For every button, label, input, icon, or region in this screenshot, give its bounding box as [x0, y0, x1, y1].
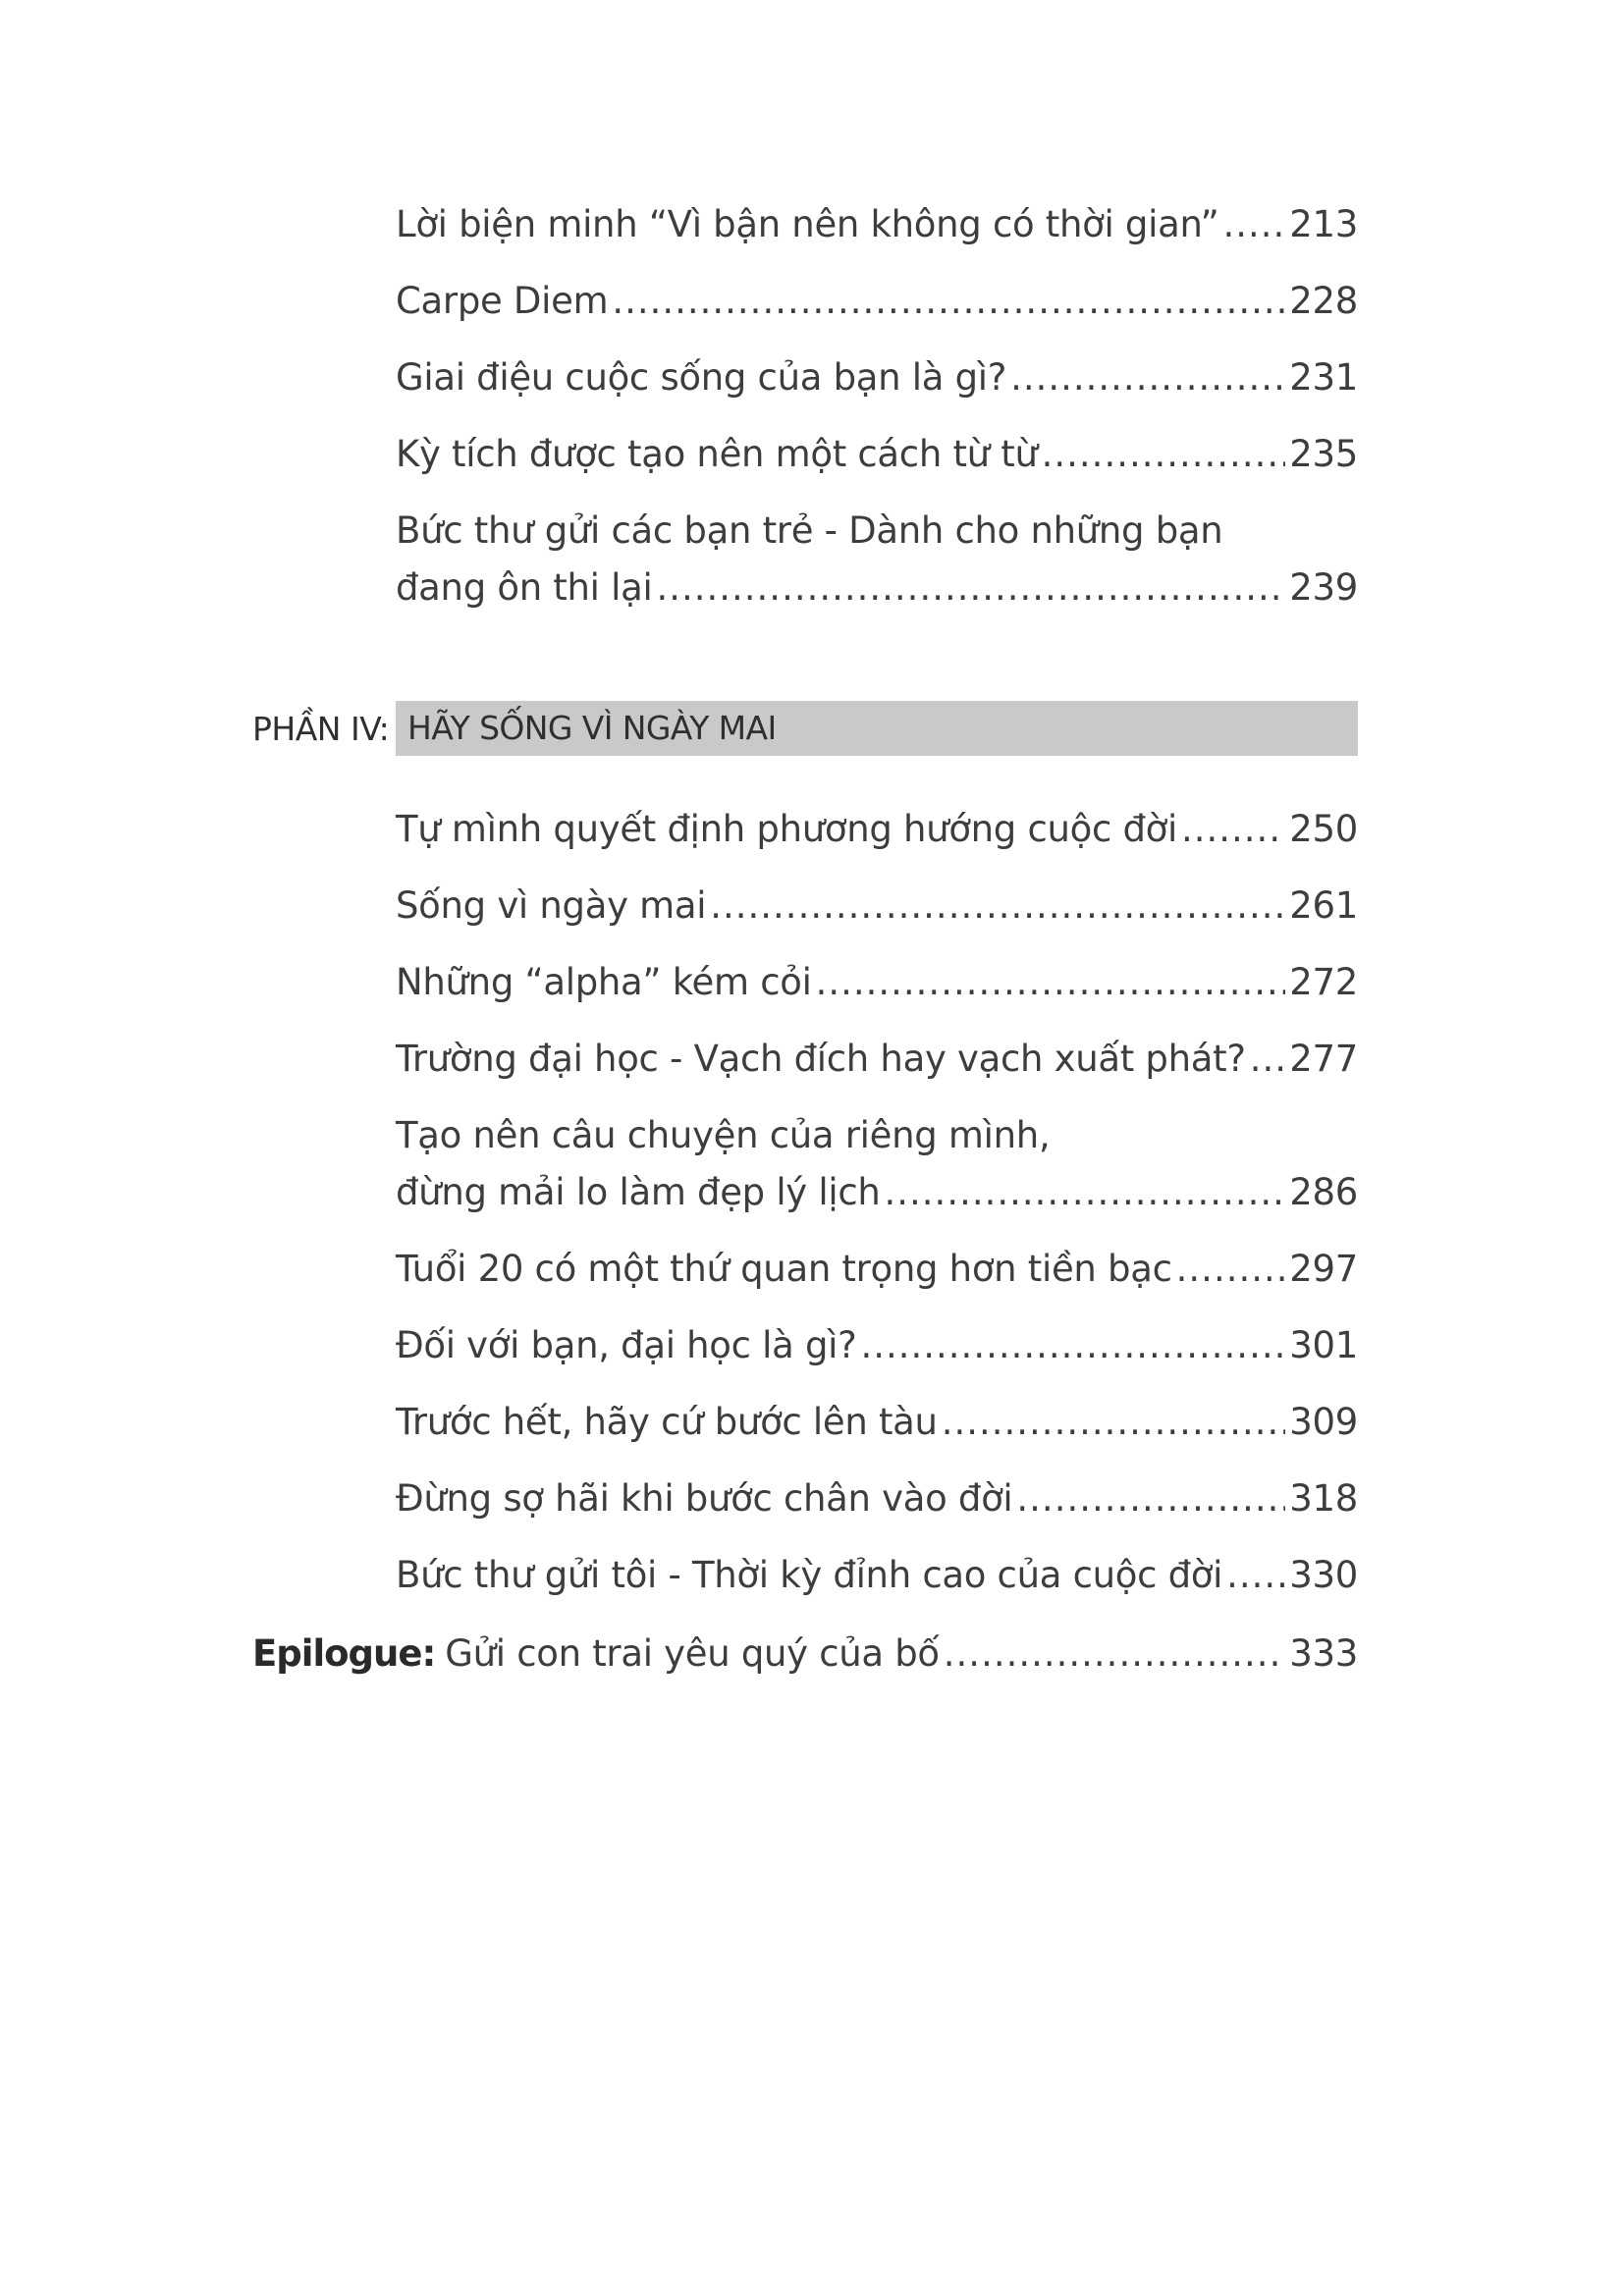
toc-entry-line: [396, 954, 1358, 1011]
toc-entry-title: Bức thư gửi các bạn trẻ - Dành cho những bạn: [396, 509, 1223, 552]
toc-entry-page: 231: [1289, 356, 1358, 399]
dot-leader: [942, 1394, 1286, 1451]
dot-leader: [710, 878, 1285, 934]
toc-entry[interactable]: [396, 349, 1358, 406]
toc-entry-page: 277: [1289, 1038, 1358, 1080]
toc-entry-title: Sống vì ngày mai: [396, 884, 707, 927]
toc-entry-title: Trường đại học - Vạch đích hay vạch xuất phát?: [396, 1038, 1246, 1080]
toc-entry-title: Những “alpha” kém cỏi: [396, 961, 812, 1003]
toc-entry-title: Carpe Diem: [396, 280, 609, 322]
toc-entry-line: [396, 1241, 1358, 1298]
dot-leader: [885, 1164, 1286, 1221]
toc-entry-line: [396, 426, 1358, 483]
toc-entry-line: [396, 273, 1358, 330]
dot-leader: [816, 954, 1286, 1011]
dot-leader: [1016, 1470, 1285, 1527]
toc-entry-line: [396, 878, 1358, 934]
toc-entry-page: 318: [1289, 1477, 1358, 1520]
toc-entry-page: 261: [1289, 884, 1358, 927]
toc-group-part-iii-tail: [396, 196, 1358, 616]
toc-entry-title: Tạo nên câu chuyện của riêng mình,: [396, 1114, 1051, 1156]
dot-leader: [1222, 196, 1285, 253]
toc-entry[interactable]: [396, 801, 1358, 858]
dot-leader: [1181, 801, 1285, 858]
toc-entry-line: [396, 1164, 1358, 1221]
dot-leader: [1226, 1547, 1285, 1604]
toc-entry-page: 309: [1289, 1401, 1358, 1443]
toc-entry-line: [252, 1626, 1358, 1682]
toc-group-part-iv: [396, 801, 1358, 1604]
toc-entry-page: 301: [1289, 1324, 1358, 1366]
toc-entry-title: đang ôn thi lại: [396, 566, 653, 609]
toc-entry[interactable]: [396, 273, 1358, 330]
toc-entry-title: Lời biện minh “Vì bận nên không có thời gian”: [396, 203, 1219, 245]
epilogue-label: Epilogue:: [252, 1632, 436, 1675]
toc-entry[interactable]: [396, 1394, 1358, 1451]
toc-entry[interactable]: [396, 1317, 1358, 1374]
dot-leader: [1250, 1031, 1286, 1088]
dot-leader: [1042, 426, 1286, 483]
toc-entry-page: 286: [1289, 1171, 1358, 1213]
toc-entry-title: Tuổi 20 có một thứ quan trọng hơn tiền bạc: [396, 1248, 1172, 1290]
toc-entry-line: [396, 1547, 1358, 1604]
toc-entry[interactable]: [396, 1241, 1358, 1298]
toc-entry-line: [396, 1317, 1358, 1374]
toc-entry-page: 333: [1289, 1632, 1358, 1675]
toc-entry[interactable]: [396, 426, 1358, 483]
toc-entry[interactable]: [396, 1470, 1358, 1527]
part-label: PHẦN IV:: [252, 709, 390, 748]
toc-entry-page: 235: [1289, 433, 1358, 475]
toc-entry-page: 213: [1289, 203, 1358, 245]
toc-entry[interactable]: [396, 878, 1358, 934]
toc-entry[interactable]: [396, 196, 1358, 253]
dot-leader: [860, 1317, 1285, 1374]
toc-entry-line: [396, 1107, 1358, 1164]
toc-entry-title: Tự mình quyết định phương hướng cuộc đời: [396, 808, 1177, 850]
toc-entry-title: Trước hết, hãy cứ bước lên tàu: [396, 1401, 938, 1443]
toc-entry-page: 250: [1289, 808, 1358, 850]
toc-entry-line: [396, 801, 1358, 858]
toc-entry-title: Gửi con trai yêu quý của bố: [445, 1632, 940, 1675]
toc-entry-title: Đối với bạn, đại học là gì?: [396, 1324, 857, 1366]
toc-entry-line: [396, 349, 1358, 406]
part-iv-header: [252, 701, 1358, 756]
toc-entry[interactable]: [396, 1547, 1358, 1604]
toc-entry[interactable]: [396, 1031, 1358, 1088]
toc-entry-line: [396, 560, 1358, 616]
toc-entry-page: 239: [1289, 566, 1358, 609]
toc-entry-line: [396, 1031, 1358, 1088]
dot-leader: [656, 560, 1285, 616]
toc-entry-title: Bức thư gửi tôi - Thời kỳ đỉnh cao của cuộc đời: [396, 1554, 1223, 1596]
dot-leader: [612, 273, 1285, 330]
toc-entry-page: 272: [1289, 961, 1358, 1003]
toc-entry-title: Đừng sợ hãi khi bước chân vào đời: [396, 1477, 1013, 1520]
part-title: HÃY SỐNG VÌ NGÀY MAI: [407, 709, 777, 747]
toc-entry-title: Giai điệu cuộc sống của bạn là gì?: [396, 356, 1007, 399]
dot-leader: [1010, 349, 1285, 406]
dot-leader: [944, 1626, 1285, 1682]
toc-entry[interactable]: [396, 954, 1358, 1011]
toc-entry-page: 228: [1289, 280, 1358, 322]
toc-entry-line: [396, 196, 1358, 253]
toc-entry-page: 297: [1289, 1248, 1358, 1290]
toc-entry-line: [396, 503, 1358, 560]
toc-entry[interactable]: [396, 1107, 1358, 1221]
toc-entry-line: [396, 1394, 1358, 1451]
toc-entry-title: đừng mải lo làm đẹp lý lịch: [396, 1171, 881, 1213]
toc-entry[interactable]: [396, 503, 1358, 616]
toc-entry-title: Kỳ tích được tạo nên một cách từ từ: [396, 433, 1038, 475]
toc-entry-epilogue[interactable]: [252, 1626, 1358, 1682]
toc-entry-line: [396, 1470, 1358, 1527]
dot-leader: [1176, 1241, 1286, 1298]
toc-entry-page: 330: [1289, 1554, 1358, 1596]
